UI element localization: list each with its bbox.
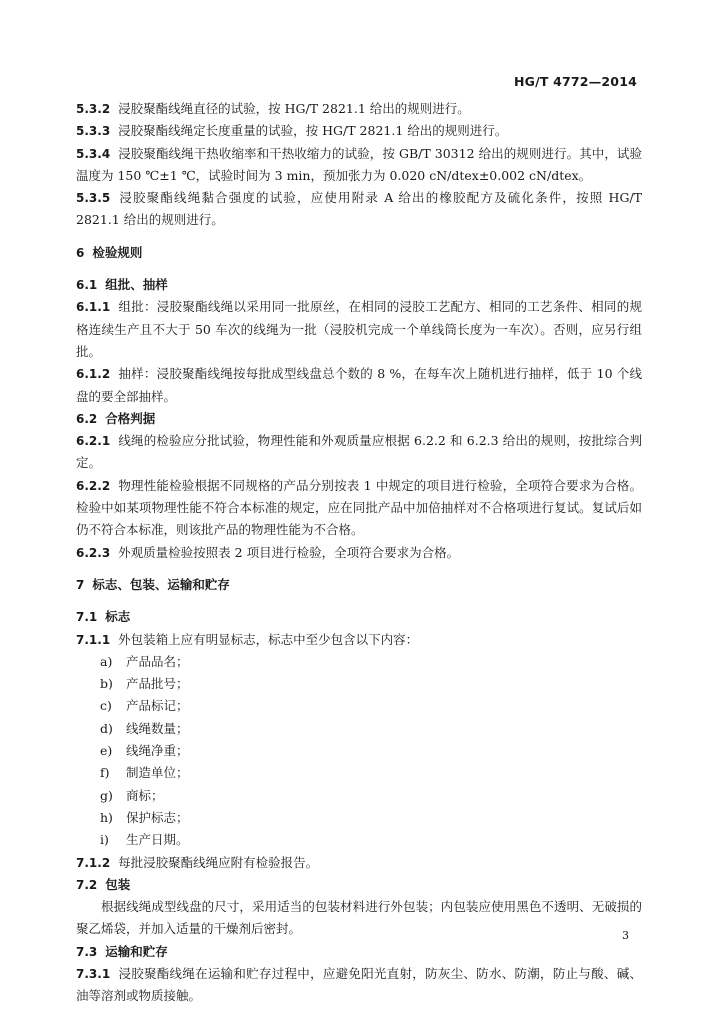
subsection-heading-6-1 bbox=[76, 274, 642, 296]
clause-text: 外观质量检验按照表 2 项目进行检验，全项符合要求为合格。 bbox=[118, 544, 460, 560]
clause-5-3-5 bbox=[76, 187, 642, 232]
list-item-label: h) bbox=[100, 809, 113, 825]
packaging-paragraph: 根据线绳成型线盘的尺寸，采用适当的包装材料进行外包装；内包装应使用黑色不透明、无破损的聚乙烯袋，并加入适量的干燥剂后密封。 bbox=[76, 899, 642, 937]
list-item bbox=[100, 829, 642, 851]
clause-text: 物理性能检验根据不同规格的产品分别按表 1 中规定的项目进行检验，全项符合要求为合格。 bbox=[118, 477, 642, 493]
clause-number: 5.3.5 bbox=[76, 191, 111, 206]
section-title: 运输和贮存 bbox=[105, 943, 168, 959]
page-body bbox=[76, 98, 642, 1008]
section-heading-6 bbox=[76, 242, 642, 264]
list-item-label: i) bbox=[100, 832, 109, 848]
section-number: 6 bbox=[76, 245, 85, 260]
clause-6-1-2 bbox=[76, 363, 642, 408]
marking-list bbox=[76, 651, 642, 852]
list-item-text: 保护标志； bbox=[126, 809, 189, 825]
clause-5-3-2 bbox=[76, 98, 642, 120]
clause-text: 浸胶聚酯线绳定长度重量的试验，按 HG/T 2821.1 给出的规则进行。 bbox=[118, 123, 508, 139]
section-title: 包装 bbox=[105, 876, 131, 892]
clause-text: 外包装箱上应有明显标志，标志中至少包含以下内容： bbox=[118, 631, 419, 647]
clause-number: 7.3.1 bbox=[76, 966, 111, 981]
list-item bbox=[100, 651, 642, 673]
list-item bbox=[100, 718, 642, 740]
section-title: 检验规则 bbox=[92, 244, 143, 260]
clause-number: 5.3.2 bbox=[76, 102, 111, 116]
list-item-text: 产品标记； bbox=[126, 698, 189, 714]
clause-text: 组批：浸胶聚酯线绳以采用同一批原丝，在相同的浸胶工艺配方、相同的工艺条件、相同的规格连续生产且不大于 50 车次的线绳为一批（浸胶机完成一个单线筒长度为一车次）。否则，应另行组批。 bbox=[76, 299, 642, 359]
clause-number: 5.3.3 bbox=[76, 124, 111, 139]
clause-7-1-2 bbox=[76, 852, 642, 874]
list-item bbox=[100, 695, 642, 717]
list-item bbox=[100, 785, 642, 807]
clause-6-2-3 bbox=[76, 542, 642, 564]
clause-number: 6.1.2 bbox=[76, 367, 111, 382]
clause-text: 浸胶聚酯线绳干热收缩率和干热收缩力的试验，按 GB/T 30312 给出的规则进行。其中，试验温度为 150 ℃±1 ℃，试验时间为 3 min，预加张力为 0.020 cN/dtex±0.002 cN/dtex。 bbox=[76, 145, 642, 183]
list-item-text: 线绳数量； bbox=[126, 720, 189, 736]
list-item bbox=[100, 762, 642, 784]
list-item-label: c) bbox=[100, 698, 112, 714]
clause-number: 5.3.4 bbox=[76, 146, 111, 161]
clause-text: 浸胶聚酯线绳直径的试验，按 HG/T 2821.1 给出的规则进行。 bbox=[118, 101, 470, 116]
clause-number: 6.2.1 bbox=[76, 434, 111, 449]
section-number: 7.2 bbox=[76, 877, 98, 892]
clause-number: 6.2.3 bbox=[76, 545, 111, 560]
clause-text: 抽样：浸胶聚酯线绳按每批成型线盘总个数的 8 %，在每车次上随机进行抽样，低于 10 个线盘的要全部抽样。 bbox=[76, 366, 642, 404]
clause-number: 7.1.2 bbox=[76, 855, 111, 870]
list-item bbox=[100, 740, 642, 762]
section-number: 7 bbox=[76, 577, 85, 592]
clause-text-continued: 检验中如某项物理性能不符合本标准的规定，应在同批产品中加倍抽样对不合格项进行复试。复试后如仍不符合本标准，则该批产品的物理性能为不合格。 bbox=[76, 500, 642, 538]
clause-text: 线绳的检验应分批试验，物理性能和外观质量应根据 6.2.2 和 6.2.3 给出的规则，按批综合判定。 bbox=[76, 433, 642, 471]
subsection-heading-7-1 bbox=[76, 606, 642, 628]
list-item-text: 生产日期。 bbox=[126, 832, 189, 848]
section-heading-7 bbox=[76, 574, 642, 596]
clause-5-3-3 bbox=[76, 120, 642, 142]
list-item-label: a) bbox=[100, 653, 113, 669]
standard-code: HG/T 4772—2014 bbox=[513, 74, 637, 89]
list-item-label: e) bbox=[100, 743, 113, 759]
list-item-label: f) bbox=[100, 765, 110, 781]
clause-5-3-4 bbox=[76, 143, 642, 188]
subsection-heading-7-3 bbox=[76, 941, 642, 963]
subsection-heading-6-2 bbox=[76, 408, 642, 430]
clause-6-2-1 bbox=[76, 430, 642, 475]
list-item-label: d) bbox=[100, 720, 113, 736]
list-item-text: 线绳净重； bbox=[126, 743, 189, 759]
section-title: 组批、抽样 bbox=[105, 277, 168, 293]
clause-7-1-1 bbox=[76, 629, 642, 651]
clause-number: 7.1.1 bbox=[76, 632, 111, 647]
list-item-label: g) bbox=[100, 787, 113, 803]
clause-number: 6.2.2 bbox=[76, 478, 111, 493]
list-item bbox=[100, 807, 642, 829]
clause-6-1-1 bbox=[76, 296, 642, 363]
section-title: 标志、包装、运输和贮存 bbox=[92, 576, 230, 592]
list-item-text: 制造单位； bbox=[126, 765, 189, 781]
section-number: 6.2 bbox=[76, 411, 98, 426]
page-number: 3 bbox=[622, 929, 629, 942]
list-item-text: 商标； bbox=[126, 787, 164, 803]
list-item bbox=[100, 673, 642, 695]
clause-text: 每批浸胶聚酯线绳应附有检验报告。 bbox=[118, 854, 319, 870]
section-number: 6.1 bbox=[76, 278, 98, 293]
clause-number: 6.1.1 bbox=[76, 300, 111, 315]
section-title: 合格判据 bbox=[105, 410, 156, 426]
section-number: 7.3 bbox=[76, 944, 98, 959]
section-title: 标志 bbox=[105, 609, 131, 625]
clause-7-3-1 bbox=[76, 963, 642, 1008]
clause-6-2-2 bbox=[76, 475, 642, 542]
clause-text: 浸胶聚酯线绳在运输和贮存过程中，应避免阳光直射，防灰尘、防水、防潮，防止与酸、碱、油等溶剂或物质接触。 bbox=[76, 965, 642, 1004]
section-number: 7.1 bbox=[76, 610, 98, 625]
clause-text: 浸胶聚酯线绳黏合强度的试验，应使用附录 A 给出的橡胶配方及硫化条件，按照 HG/T 2821.1 给出的规则进行。 bbox=[76, 190, 642, 228]
list-item-text: 产品批号； bbox=[126, 676, 189, 692]
list-item-label: b) bbox=[100, 676, 113, 692]
list-item-text: 产品品名； bbox=[126, 653, 189, 669]
subsection-heading-7-2 bbox=[76, 874, 642, 896]
